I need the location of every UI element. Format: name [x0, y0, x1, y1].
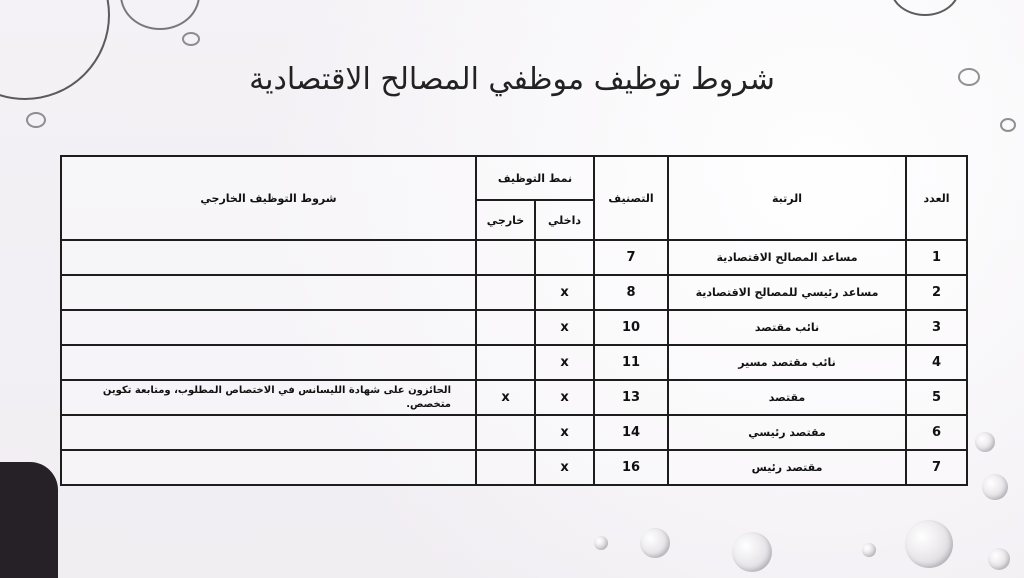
- cell-external: [476, 450, 535, 485]
- table-row: [61, 415, 967, 450]
- decorative-bubble: [975, 432, 995, 452]
- cell-external: x: [476, 380, 535, 415]
- cell-classification: 11: [594, 345, 668, 380]
- decorative-bubble: [982, 474, 1008, 500]
- decorative-bubble: [988, 548, 1010, 570]
- table-row: [61, 345, 967, 380]
- cell-rank: مقتصد: [668, 380, 906, 415]
- table-row: [61, 275, 967, 310]
- cell-conditions: الحائزون على شهادة الليسانس في الاختصاص المطلوب، ومتابعة تكوين متخصص.: [61, 380, 476, 415]
- table-row: [61, 240, 967, 275]
- table-row: [61, 310, 967, 345]
- cell-classification: 13: [594, 380, 668, 415]
- cell-number: 7: [906, 450, 967, 485]
- cell-number: 1: [906, 240, 967, 275]
- cell-internal: x: [535, 275, 594, 310]
- decorative-ring: [26, 112, 46, 128]
- cell-external: [476, 240, 535, 275]
- cell-classification: 7: [594, 240, 668, 275]
- cell-external: [476, 275, 535, 310]
- header-number: العدد: [906, 156, 967, 240]
- cell-number: 5: [906, 380, 967, 415]
- cell-classification: 16: [594, 450, 668, 485]
- page-title: شروط توظيف موظفي المصالح الاقتصادية: [249, 62, 775, 97]
- decorative-bubble: [594, 536, 608, 550]
- cell-conditions: [61, 450, 476, 485]
- cell-classification: 14: [594, 415, 668, 450]
- cell-number: 3: [906, 310, 967, 345]
- cell-rank: نائب مقتصد: [668, 310, 906, 345]
- cell-internal: x: [535, 415, 594, 450]
- header-internal: داخلي: [535, 200, 594, 240]
- cell-conditions: [61, 415, 476, 450]
- cell-classification: 10: [594, 310, 668, 345]
- decorative-bubble: [640, 528, 670, 558]
- cell-conditions: [61, 345, 476, 380]
- header-classification: التصنيف: [594, 156, 668, 240]
- cell-internal: x: [535, 310, 594, 345]
- decorative-bubble: [905, 520, 953, 568]
- decorative-bubble: [862, 543, 876, 557]
- table-row: [61, 380, 967, 415]
- decorative-ring: [1000, 118, 1016, 132]
- cell-rank: مساعد المصالح الاقتصادية: [668, 240, 906, 275]
- cell-external: [476, 345, 535, 380]
- cell-conditions: [61, 240, 476, 275]
- cell-number: 2: [906, 275, 967, 310]
- cell-internal: x: [535, 345, 594, 380]
- recruitment-table: [60, 155, 968, 486]
- decorative-ring: [182, 32, 200, 46]
- decorative-figure: [0, 462, 58, 578]
- cell-conditions: [61, 310, 476, 345]
- cell-rank: نائب مقتصد مسير: [668, 345, 906, 380]
- cell-number: 6: [906, 415, 967, 450]
- cell-internal: [535, 240, 594, 275]
- cell-rank: مقتصد رئيس: [668, 450, 906, 485]
- header-recruitment-mode: نمط التوظيف: [476, 156, 594, 200]
- cell-external: [476, 310, 535, 345]
- header-external-conditions: شروط التوظيف الخارجي: [61, 156, 476, 240]
- header-external: خارجي: [476, 200, 535, 240]
- cell-external: [476, 415, 535, 450]
- cell-rank: مساعد رئيسي للمصالح الاقتصادية: [668, 275, 906, 310]
- header-rank: الرتبة: [668, 156, 906, 240]
- cell-internal: x: [535, 380, 594, 415]
- cell-conditions: [61, 275, 476, 310]
- table-row: [61, 450, 967, 485]
- cell-classification: 8: [594, 275, 668, 310]
- decorative-bubble: [732, 532, 772, 572]
- cell-rank: مقتصد رئيسي: [668, 415, 906, 450]
- cell-number: 4: [906, 345, 967, 380]
- cell-internal: x: [535, 450, 594, 485]
